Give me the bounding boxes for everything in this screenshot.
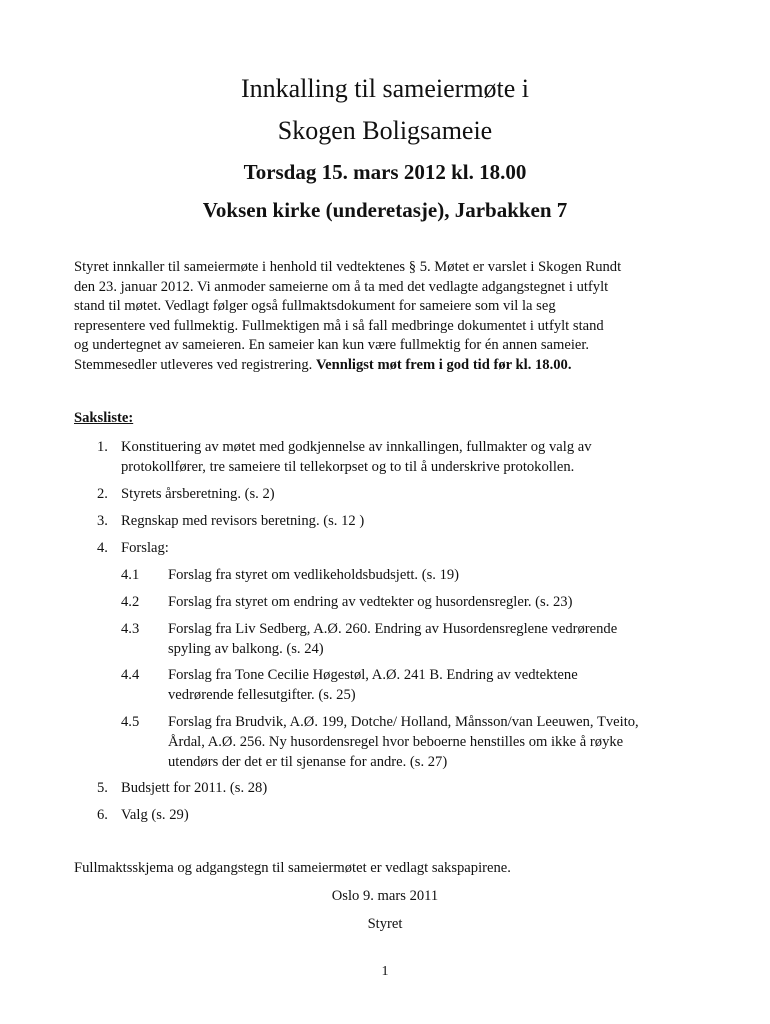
agenda-text: Styrets årsberetning. (s. 2) [121,486,275,502]
proposal-text: Forslag fra Liv Sedberg, A.Ø. 260. Endring av Husordensreglene vedrørende [168,621,618,637]
closing-text: Fullmaktsskjema og adgangstegn til sameiermøtet er vedlagt sakspapirene. [74,860,511,876]
proposal-number: 4.5 [121,714,140,730]
proposal-text: Forslag fra Tone Cecilie Høgestøl, A.Ø. 241 B. Endring av vedtektene [168,667,578,683]
proposal-text: spyling av balkong. (s. 24) [168,641,324,657]
proposal-number: 4.3 [121,621,140,637]
agenda-number: 4. [97,540,108,556]
agenda-text: protokollfører, tre sameiere til tellekorpset og to til å underskrive protokollen. [121,459,575,475]
proposal-text: Forslag fra styret om vedlikeholdsbudsjett. (s. 19) [168,567,460,583]
title-line-1: Innkalling til sameiermøte i [240,74,530,103]
page-number: 1 [381,964,389,979]
proposal-number: 4.1 [121,567,140,583]
proposal-text: Årdal, A.Ø. 256. Ny husordensregel hvor beboerne henstilles om ikke å røyke [168,734,624,750]
intro-line: Styret innkaller til sameiermøte i henhold til vedtektenes § 5. Møtet er varslet i Skogen Rundt [74,259,622,275]
proposal-text: Forslag fra styret om endring av vedtekter og husordensregler. (s. 23) [168,594,573,610]
intro-line: den 23. januar 2012. Vi anmoder sameierne om å ta med det vedlagte adgangstegnet i utfylt [74,278,609,295]
intro-last-normal: Stemmesedler utleveres ved registrering. [74,356,316,373]
agenda-number: 1. [97,439,108,455]
agenda-number: 3. [97,513,108,529]
agenda-heading: Saksliste: [74,410,134,426]
proposal-text: Forslag fra Brudvik, A.Ø. 199, Dotche/ Holland, Månsson/van Leeuwen, Tveito, [168,714,639,730]
intro-paragraph [74,258,714,376]
agenda-text: Konstituering av møtet med godkjennelse av innkallingen, fullmakter og valg av [121,439,592,455]
title-line-2: Skogen Boligsameie [277,116,493,145]
agenda-number: 2. [97,486,108,502]
agenda-number: 5. [97,780,108,796]
place-date: Oslo 9. mars 2011 [331,888,439,904]
proposal-number: 4.2 [121,594,140,610]
agenda-number: 6. [97,807,108,823]
intro-line: stand til møtet. Vedlagt følger også fullmaktsdokument for sameiere som vil la seg [74,298,556,315]
agenda-text: Forslag: [121,540,169,556]
proposal-text: vedrørende fellesutgifter. (s. 25) [168,687,356,703]
agenda-text: Budsjett for 2011. (s. 28) [121,780,268,796]
proposal-number: 4.4 [121,667,140,683]
intro-last-line [74,356,714,376]
meeting-location: Voksen kirke (underetasje), Jarbakken 7 [202,198,568,222]
proposal-text: utendørs der det er til sjenanse for andre. (s. 27) [168,754,448,770]
signature: Styret [367,916,403,932]
agenda-text: Regnskap med revisors beretning. (s. 12 ) [121,513,365,529]
meeting-date: Torsdag 15. mars 2012 kl. 18.00 [243,160,527,184]
agenda-text: Valg (s. 29) [121,807,189,823]
intro-line: og undertegnet av sameieren. En sameier kan kun være fullmektig for én annen sameier. [74,337,590,354]
intro-line: representere ved fullmektig. Fullmektigen må i så fall medbringe dokumentet i utfylt stand [74,317,604,334]
intro-last-bold: Vennligst møt frem i god tid før kl. 18.00. [315,356,572,373]
